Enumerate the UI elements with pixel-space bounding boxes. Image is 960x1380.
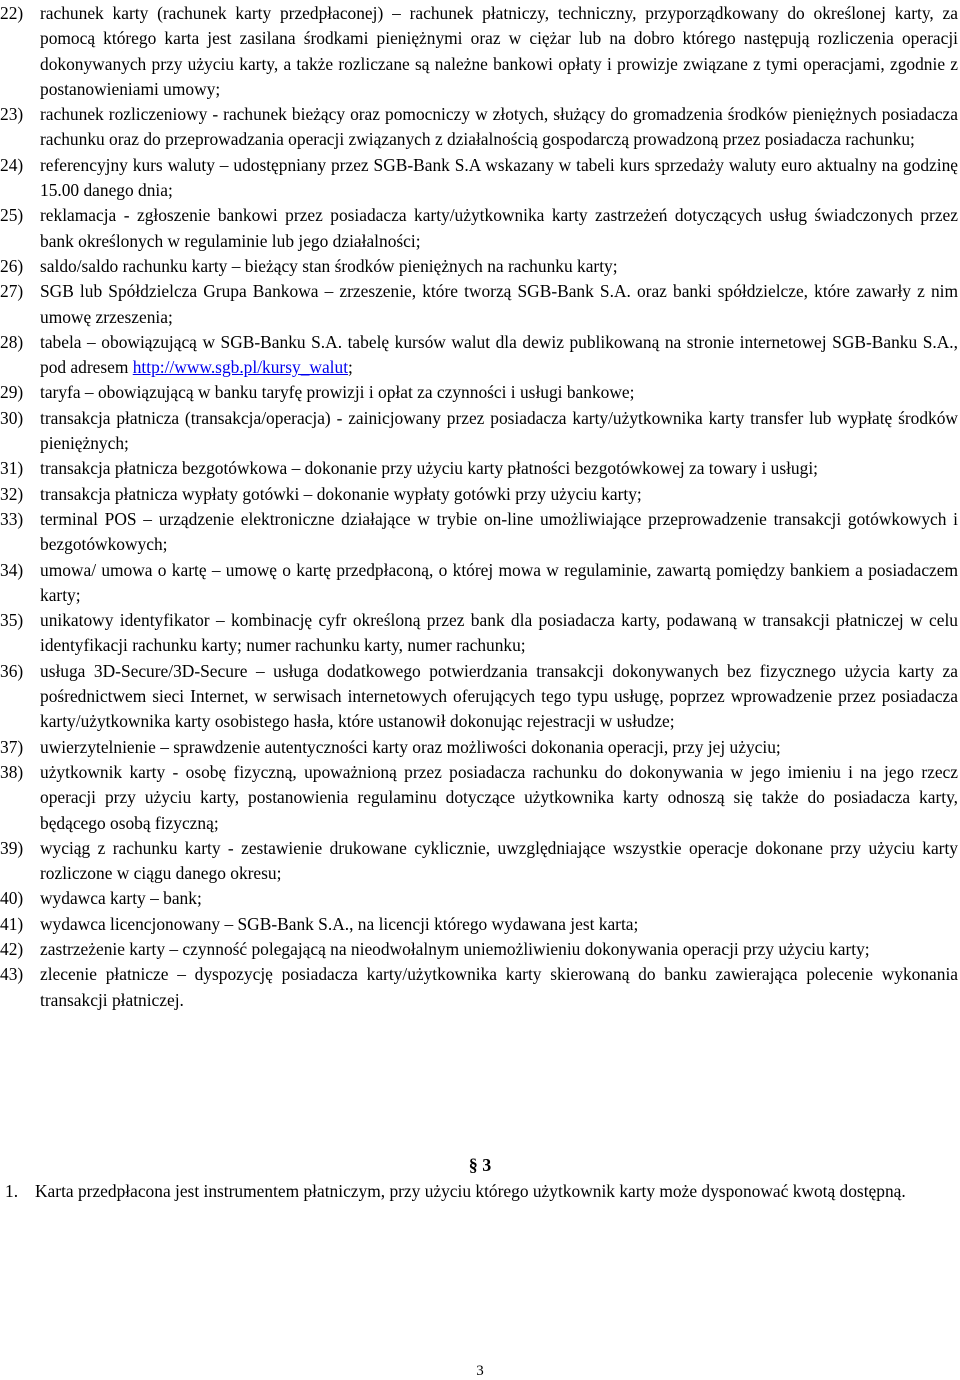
definition-text: SGB lub Spółdzielcza Grupa Bankowa – zrzeszenie, które tworzą SGB-Bank S.A. oraz banki spółdzielcze, które zawarły z nim umowę zrzeszenia;: [40, 281, 958, 327]
definition-item: [0, 608, 958, 659]
definition-number: 43): [0, 964, 24, 985]
definition-item: [0, 203, 958, 254]
definition-text: zlecenie płatnicze – dyspozycję posiadacza karty/użytkownika karty skierowaną do banku zawierająca polecenie wykonania transakcji płatniczej.: [40, 964, 958, 1010]
definition-number: 31): [0, 458, 24, 479]
definition-number: 25): [0, 205, 24, 226]
definition-text-after-link: ;: [348, 357, 353, 378]
definition-text: uwierzytelnienie – sprawdzenie autentyczności karty oraz możliwości dokonania operacji, przy jej użyciu;: [40, 736, 781, 757]
definition-item: [0, 482, 958, 507]
definition-number: 33): [0, 508, 24, 529]
definition-number: 32): [0, 483, 24, 504]
definition-number: 38): [0, 761, 24, 782]
definition-item: [0, 937, 958, 962]
definition-text: rachunek karty (rachunek karty przedpłaconej) – rachunek płatniczy, techniczny, przyporządkowany do określonej karty, za pomocą którego karta jest zasilana środkami pieniężnymi oraz w ciężar lub na dobro którego następują rozliczenia operacji dokonywanych przy użyciu karty, a także rozliczane są należne bankowi opłaty i prowizje związane z tymi operacjami, zgodnie z postanowieniami umowy;: [40, 3, 958, 99]
definition-number: 37): [0, 736, 24, 757]
page-number: 3: [476, 1363, 484, 1379]
definition-number: 30): [0, 407, 24, 428]
definition-item: [0, 659, 958, 735]
definition-item: [0, 254, 958, 279]
definition-item: [0, 102, 958, 153]
definition-number: 26): [0, 255, 24, 276]
kursy-walut-link[interactable]: http://www.sgb.pl/kursy_walut: [132, 357, 349, 378]
definition-text: reklamacja - zgłoszenie bankowi przez posiadacza karty/użytkownika karty zastrzeżeń dotyczących usług świadczonych przez bank określonych w regulaminie lub jego działalności;: [40, 205, 958, 251]
definition-item: [0, 962, 958, 1013]
definition-number: 41): [0, 913, 24, 934]
definition-number: 35): [0, 610, 24, 631]
definition-text: saldo/saldo rachunku karty – bieżący stan środków pieniężnych na rachunku karty;: [40, 255, 618, 276]
definition-number: 24): [0, 154, 24, 175]
definition-text: referencyjny kurs waluty – udostępniany przez SGB-Bank S.A wskazany w tabeli kurs sprzedaży waluty euro aktualny na godzinę 15.00 danego dnia;: [40, 154, 958, 201]
definition-text: wydawca licencjonowany – SGB-Bank S.A., na licencji którego wydawana jest karta;: [40, 913, 639, 934]
definition-text: wydawca karty – bank;: [40, 888, 202, 909]
definition-number: 40): [0, 888, 24, 909]
definition-number: 36): [0, 660, 24, 681]
definition-text: transakcja płatnicza bezgotówkowa – dokonanie przy użyciu karty płatności bezgotówkowej za towary i usługi;: [40, 458, 818, 479]
definition-number: 27): [0, 281, 24, 302]
definition-text: transakcja płatnicza wypłaty gotówki – dokonanie wypłaty gotówki przy użyciu karty;: [40, 483, 642, 504]
definition-text: [40, 330, 958, 381]
definition-text: taryfa – obowiązującą w banku taryfę prowizji i opłat za czynności i usługi bankowe;: [40, 382, 635, 403]
definition-number: 22): [0, 3, 24, 23]
definition-item: [0, 507, 958, 558]
section-heading: § 3: [468, 1155, 492, 1175]
definition-item: [0, 279, 958, 330]
definition-text: terminal POS – urządzenie elektroniczne działające w trybie on-line umożliwiające przeprowadzenie transakcji gotówkowych i bezgotówkowych;: [40, 508, 958, 555]
paragraph-text: Karta przedpłacona jest instrumentem płatniczym, przy użyciu którego użytkownik karty może dysponować kwotą dostępną.: [35, 1181, 906, 1201]
definition-number: 28): [0, 331, 24, 352]
definitions-list: [0, 1, 958, 1013]
definition-text-before-link: tabela – obowiązującą w SGB-Banku S.A. tabelę kursów walut dla dewiz publikowaną na stronie internetowej SGB-Banku S.A., pod adresem: [40, 331, 958, 378]
paragraph-number: 1.: [5, 1181, 19, 1201]
definition-text: użytkownik karty - osobę fizyczną, upoważnioną przez posiadacza rachunku do dokonywania w jego imieniu i na jego rzecz operacji przy użyciu karty, postanowienia regulaminu dotyczące użytkownika karty odnoszą się także do posiadacza karty, będącego osobą fizyczną;: [40, 761, 958, 833]
definition-item: [0, 760, 958, 836]
definition-number: 29): [0, 382, 24, 403]
definition-item: [0, 456, 958, 481]
definition-number: 42): [0, 938, 24, 959]
definition-item: [0, 330, 958, 381]
definition-text: umowa/ umowa o kartę – umowę o kartę przedpłaconą, o której mowa w regulaminie, zawartą pomiędzy bankiem a posiadaczem karty;: [40, 559, 958, 605]
definition-item: [0, 836, 958, 887]
definition-number: 39): [0, 837, 24, 858]
definition-item: [0, 912, 958, 937]
definition-item: [0, 735, 958, 760]
section-paragraph: [5, 1179, 958, 1204]
definition-item: [0, 886, 958, 911]
definition-text: zastrzeżenie karty – czynność polegającą na nieodwołalnym uniemożliwieniu dokonywania operacji przy użyciu karty;: [40, 938, 870, 959]
definition-item: [0, 1, 958, 102]
definition-text: wyciąg z rachunku karty - zestawienie drukowane cyklicznie, uwzględniające wszystkie operacje dokonane przy użyciu karty rozliczone w ciągu danego okresu;: [40, 837, 958, 884]
definition-number: 34): [0, 559, 24, 580]
definition-text: usługa 3D-Secure/3D-Secure – usługa dodatkowego potwierdzania transakcji dokonywanych bez fizycznego użycia karty za pośrednictwem sieci Internet, w serwisach internetowych oferujących tego typu usługę, poprzez wprowadzenie przez posiadacza karty/użytkownika karty osobistego hasła, które ustanowił dokonując rejestracji w usłudze;: [40, 660, 958, 732]
definition-text: transakcja płatnicza (transakcja/operacja) - zainicjowany przez posiadacza karty/użytkownika karty transfer lub wypłatę środków pieniężnych;: [40, 407, 958, 454]
definition-item: [0, 153, 958, 204]
definition-text: rachunek rozliczeniowy - rachunek bieżący oraz pomocniczy w złotych, służący do gromadzenia środków pieniężnych posiadacza rachunku oraz do przeprowadzania operacji związanych z działalnością gospodarczą prowadzoną przez posiadacza rachunku;: [40, 104, 958, 150]
definition-item: [0, 406, 958, 457]
definition-number: 23): [0, 104, 24, 125]
definition-item: [0, 380, 958, 405]
definition-item: [0, 558, 958, 609]
definition-text: unikatowy identyfikator – kombinację cyfr określoną przez bank dla posiadacza karty, podawaną w transakcji płatniczej w celu identyfikacji rachunku karty; numer rachunku karty, numer rachunku;: [40, 610, 958, 656]
